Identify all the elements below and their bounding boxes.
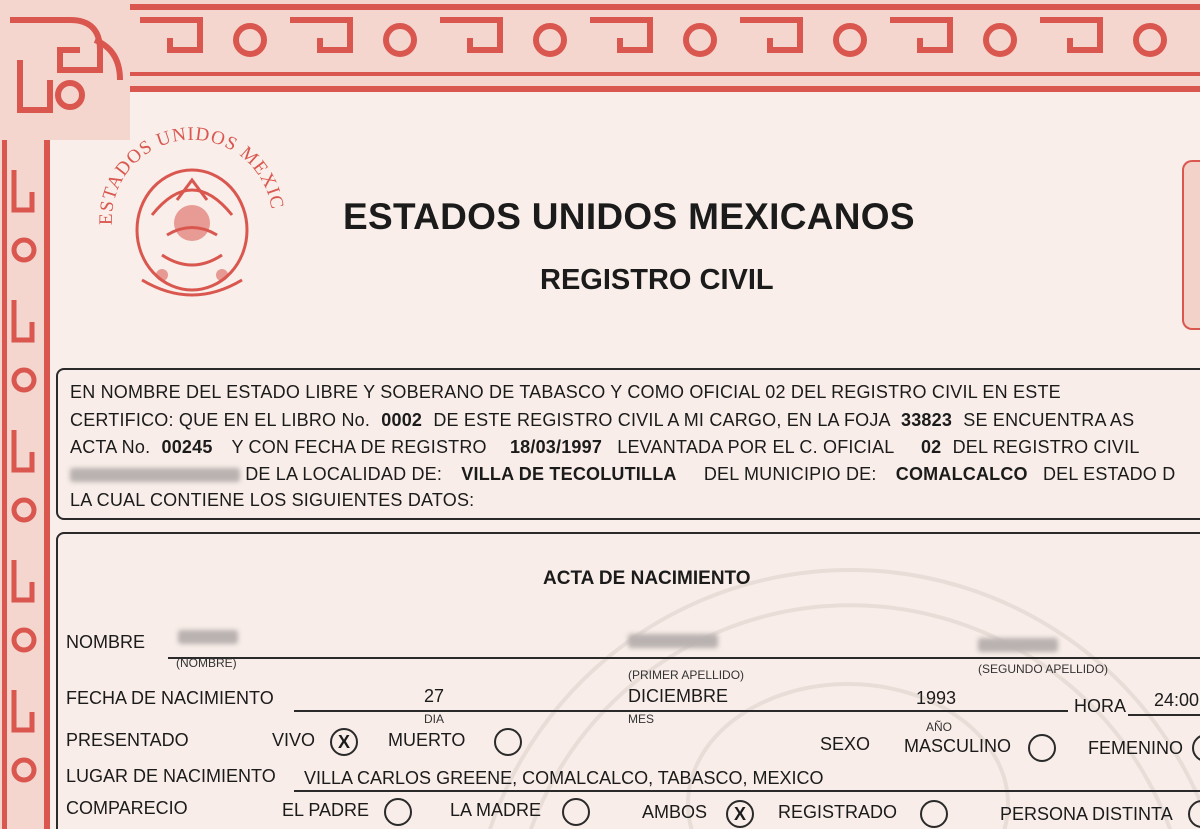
page-subtitle: REGISTRO CIVIL xyxy=(540,264,774,296)
birth-record-box xyxy=(56,532,1200,829)
seal-text: ESTADOS UNIDOS MEXIC xyxy=(95,123,288,226)
ambos-label: AMBOS xyxy=(642,802,708,822)
redacted-text xyxy=(70,468,240,482)
muerto-checkbox[interactable] xyxy=(494,728,522,756)
registrado-checkbox[interactable] xyxy=(920,800,948,828)
acta-number: 00245 xyxy=(161,437,213,457)
oficial-number: 02 xyxy=(920,437,942,457)
sexo-label: SEXO xyxy=(820,734,871,754)
redacted-segundo-apellido xyxy=(978,638,1058,652)
madre-checkbox[interactable] xyxy=(562,798,590,826)
dia-caption: DIA xyxy=(424,712,445,726)
persona-distinta-label: PERSONA DISTINTA xyxy=(1000,804,1173,824)
vivo-label: VIVO xyxy=(272,730,316,750)
record-title: ACTA DE NACIMIENTO xyxy=(543,568,751,589)
municipio-value: COMALCALCO xyxy=(895,464,1028,484)
page-title: ESTADOS UNIDOS MEXICANOS xyxy=(343,196,915,237)
cert-line-1: EN NOMBRE DEL ESTADO LIBRE Y SOBERANO DE TABASCO Y COMO OFICIAL 02 DEL REGISTRO CIVIL EN ESTE xyxy=(70,382,1061,402)
muerto-label: MUERTO xyxy=(388,730,466,750)
localidad-value: VILLA DE TECOLUTILLA xyxy=(461,464,677,484)
registration-date: 18/03/1997 xyxy=(509,437,603,457)
foja-number: 33823 xyxy=(900,410,953,430)
masculino-checkbox[interactable] xyxy=(1028,734,1056,762)
anio-value: 1993 xyxy=(916,688,957,708)
fecha-label: FECHA DE NACIMIENTO xyxy=(66,688,274,708)
ambos-checkbox[interactable]: X xyxy=(726,800,754,828)
primer-apellido-caption: (PRIMER APELLIDO) xyxy=(628,668,745,682)
cert-line-5: LA CUAL CONTIENE LOS SIGUIENTES DATOS: xyxy=(70,490,475,510)
redacted-primer-apellido xyxy=(628,634,718,648)
mes-value: DICIEMBRE xyxy=(628,686,729,706)
madre-label: LA MADRE xyxy=(450,800,542,820)
hora-label: HORA xyxy=(1074,696,1127,716)
nombre-caption: (NOMBRE) xyxy=(176,656,237,670)
presentado-label: PRESENTADO xyxy=(66,730,189,750)
fecha-line xyxy=(294,710,1068,712)
nombre-label: NOMBRE xyxy=(66,632,146,652)
redacted-nombre xyxy=(178,630,238,644)
hora-value: 24:00 xyxy=(1154,690,1200,710)
mes-caption: MES xyxy=(628,712,655,726)
hora-line xyxy=(1128,714,1200,716)
lugar-value: VILLA CARLOS GREENE, COMALCALCO, TABASCO, MEXICO xyxy=(304,768,824,788)
certification-box xyxy=(56,368,1200,520)
femenino-label: FEMENINO xyxy=(1088,738,1184,758)
cert-line-3: ACTA No. 00245 Y CON FECHA DE REGISTRO 18/03/1997 LEVANTADA POR EL C. OFICIAL 02 DEL REGISTRO CIVIL xyxy=(70,437,1140,457)
comparecio-label: COMPARECIO xyxy=(66,798,188,818)
registrado-label: REGISTRADO xyxy=(778,802,898,822)
lugar-line xyxy=(294,790,1200,792)
vivo-checkbox[interactable]: X xyxy=(330,728,358,756)
dia-value: 27 xyxy=(424,686,445,706)
segundo-apellido-caption: (SEGUNDO APELLIDO) xyxy=(978,662,1109,676)
decorative-top-border xyxy=(0,0,1200,92)
cert-line-2: CERTIFICO: QUE EN EL LIBRO No. 0002 DE ESTE REGISTRO CIVIL A MI CARGO, EN LA FOJA 33823 SE ENCUENTRA AS xyxy=(70,410,1135,430)
padre-checkbox[interactable] xyxy=(384,798,412,826)
persona-distinta-checkbox[interactable] xyxy=(1188,800,1200,828)
masculino-label: MASCULINO xyxy=(904,736,1012,756)
lugar-label: LUGAR DE NACIMIENTO xyxy=(66,766,276,786)
national-seal xyxy=(82,105,297,315)
cert-line-4: DE LA LOCALIDAD DE: VILLA DE TECOLUTILLA DEL MUNICIPIO DE: COMALCALCO DEL ESTADO D xyxy=(70,464,1175,485)
padre-label: EL PADRE xyxy=(282,800,370,820)
libro-number: 0002 xyxy=(381,410,423,430)
state-emblem-edge xyxy=(1182,160,1200,330)
anio-caption: AÑO xyxy=(926,720,953,734)
nombre-line xyxy=(168,657,1200,659)
femenino-checkbox[interactable] xyxy=(1192,734,1200,762)
